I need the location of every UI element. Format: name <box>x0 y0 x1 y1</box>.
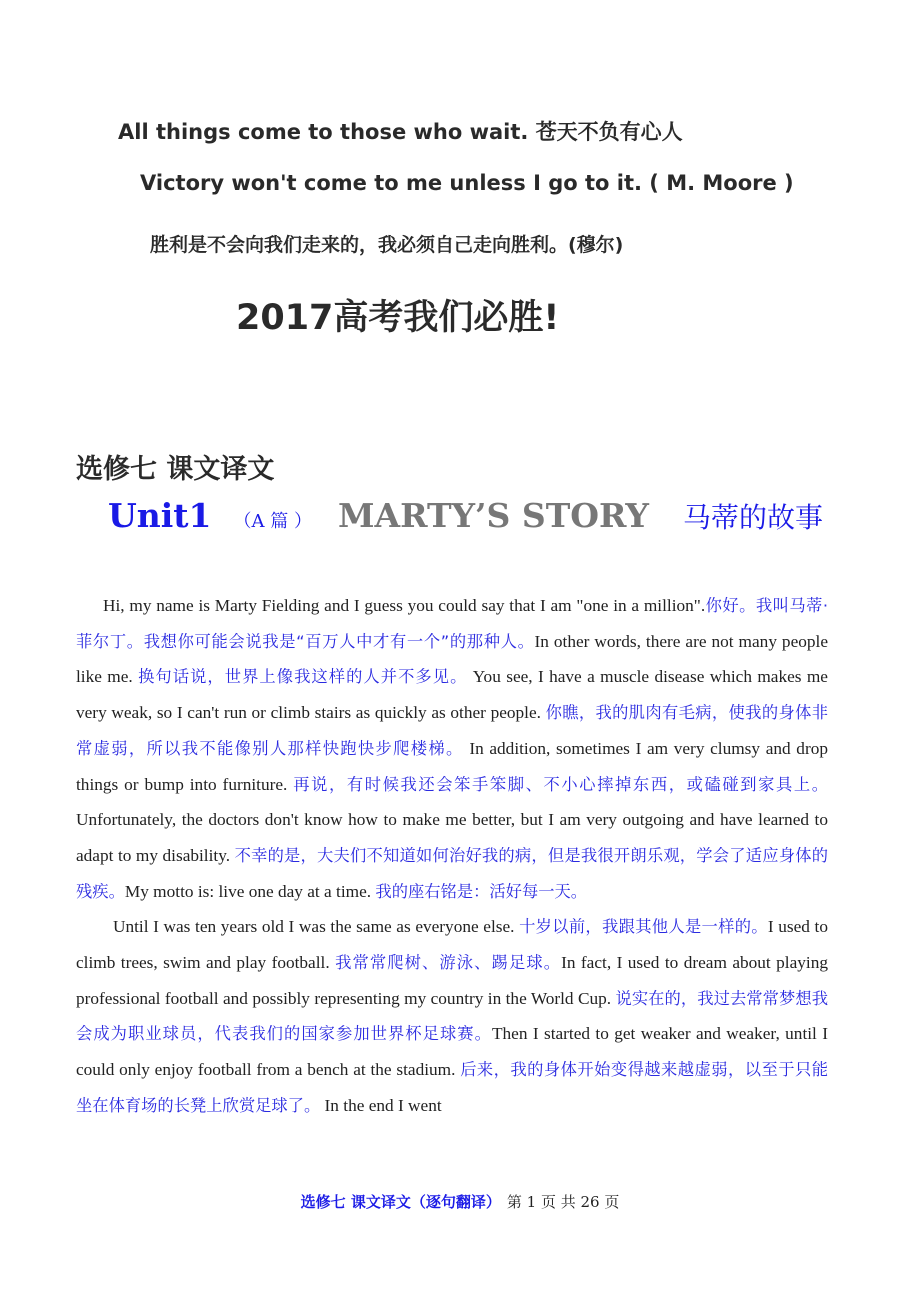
english-sentence: Unfortunately, the doctors don't know how to make me better, but I am very outgoing and have learned to adapt to my disability. <box>76 810 828 865</box>
paragraph-1 <box>76 588 828 909</box>
english-sentence: Then I started to get weaker and weaker, until I could only enjoy football from a bench at the stadium. <box>76 1024 828 1080</box>
story-title-chinese: 马蒂的故事 <box>682 501 823 534</box>
chinese-translation: 你好。我叫马蒂·菲尔丁。我想你可能会说我是“百万人中才有一个”的那种人。 <box>76 596 828 651</box>
chinese-translation: 我的座右铭是：活好每一天。 <box>375 881 588 901</box>
exam-slogan: 2017高考我们必胜! <box>236 298 560 338</box>
english-sentence: In fact, I used to dream about playing professional football and possibly representing my country in the World Cup. <box>76 953 828 1008</box>
chinese-translation: 你瞧，我的肌肉有毛病，使我的身体非常虚弱，所以我不能像别人那样快跑快步爬楼梯。 <box>76 703 828 758</box>
unit-heading <box>108 496 823 546</box>
english-sentence: My motto is: live one day at a time. <box>124 881 376 901</box>
section-title: 选修七 课文译文 <box>76 454 275 485</box>
chinese-translation: 十岁以前，我跟其他人是一样的。 <box>519 917 768 937</box>
page-footer <box>0 1191 920 1212</box>
english-sentence: I used to climb trees, swim and play football. <box>76 917 828 973</box>
chinese-translation: 我常常爬树、游泳、踢足球。 <box>335 953 562 973</box>
story-title-english: MARTY’S STORY <box>337 496 649 535</box>
motto-quote-3: 胜利是不会向我们走来的，我必须自己走向胜利。(穆尔) <box>150 234 624 256</box>
footer-document-label: 选修七 课文译文（逐句翻译） <box>300 1193 501 1211</box>
footer-page-number: 第 1 页 共 26 页 <box>506 1193 620 1211</box>
chinese-translation: 后来，我的身体开始变得越来越虚弱，以至于只能坐在体育场的长凳上欣赏足球了。 <box>76 1060 828 1115</box>
unit-label: Unit1 <box>108 496 212 535</box>
unit-part-label: （A 篇 ） <box>233 511 312 532</box>
english-sentence: In addition, sometimes I am very clumsy and drop things or bump into furniture. <box>76 738 828 794</box>
chinese-translation: 不幸的是，大夫们不知道如何治好我的病，但是我很开朗乐观，学会了适应身体的残疾。 <box>76 845 829 901</box>
paragraph-2 <box>76 909 828 1123</box>
english-sentence: Hi, my name is Marty Fielding and I guess you could say that I am "one in a million". <box>103 596 706 615</box>
chinese-translation: 再说，有时候我还会笨手笨脚、不小心摔掉东西，或磕碰到家具上。 <box>293 774 828 794</box>
chinese-translation: 换句话说，世界上像我这样的人并不多见。 <box>138 667 468 687</box>
chinese-translation: 说实在的，我过去常常梦想我会成为职业球员，代表我们的国家参加世界杯足球赛。 <box>76 988 828 1044</box>
english-sentence: You see, I have a muscle disease which makes me very weak, so I can't run or climb stairs as quickly as other people. <box>76 667 828 723</box>
article-body <box>76 588 828 1124</box>
motto-quote-1: All things come to those who wait. 苍天不负有心人 <box>118 120 683 144</box>
english-sentence: In the end I went <box>320 1095 442 1115</box>
motto-quote-2: Victory won't come to me unless I go to it. ( M. Moore ) <box>140 171 794 195</box>
english-sentence: In other words, there are not many people like me. <box>76 631 828 687</box>
english-sentence: Until I was ten years old I was the same as everyone else. <box>113 917 520 937</box>
